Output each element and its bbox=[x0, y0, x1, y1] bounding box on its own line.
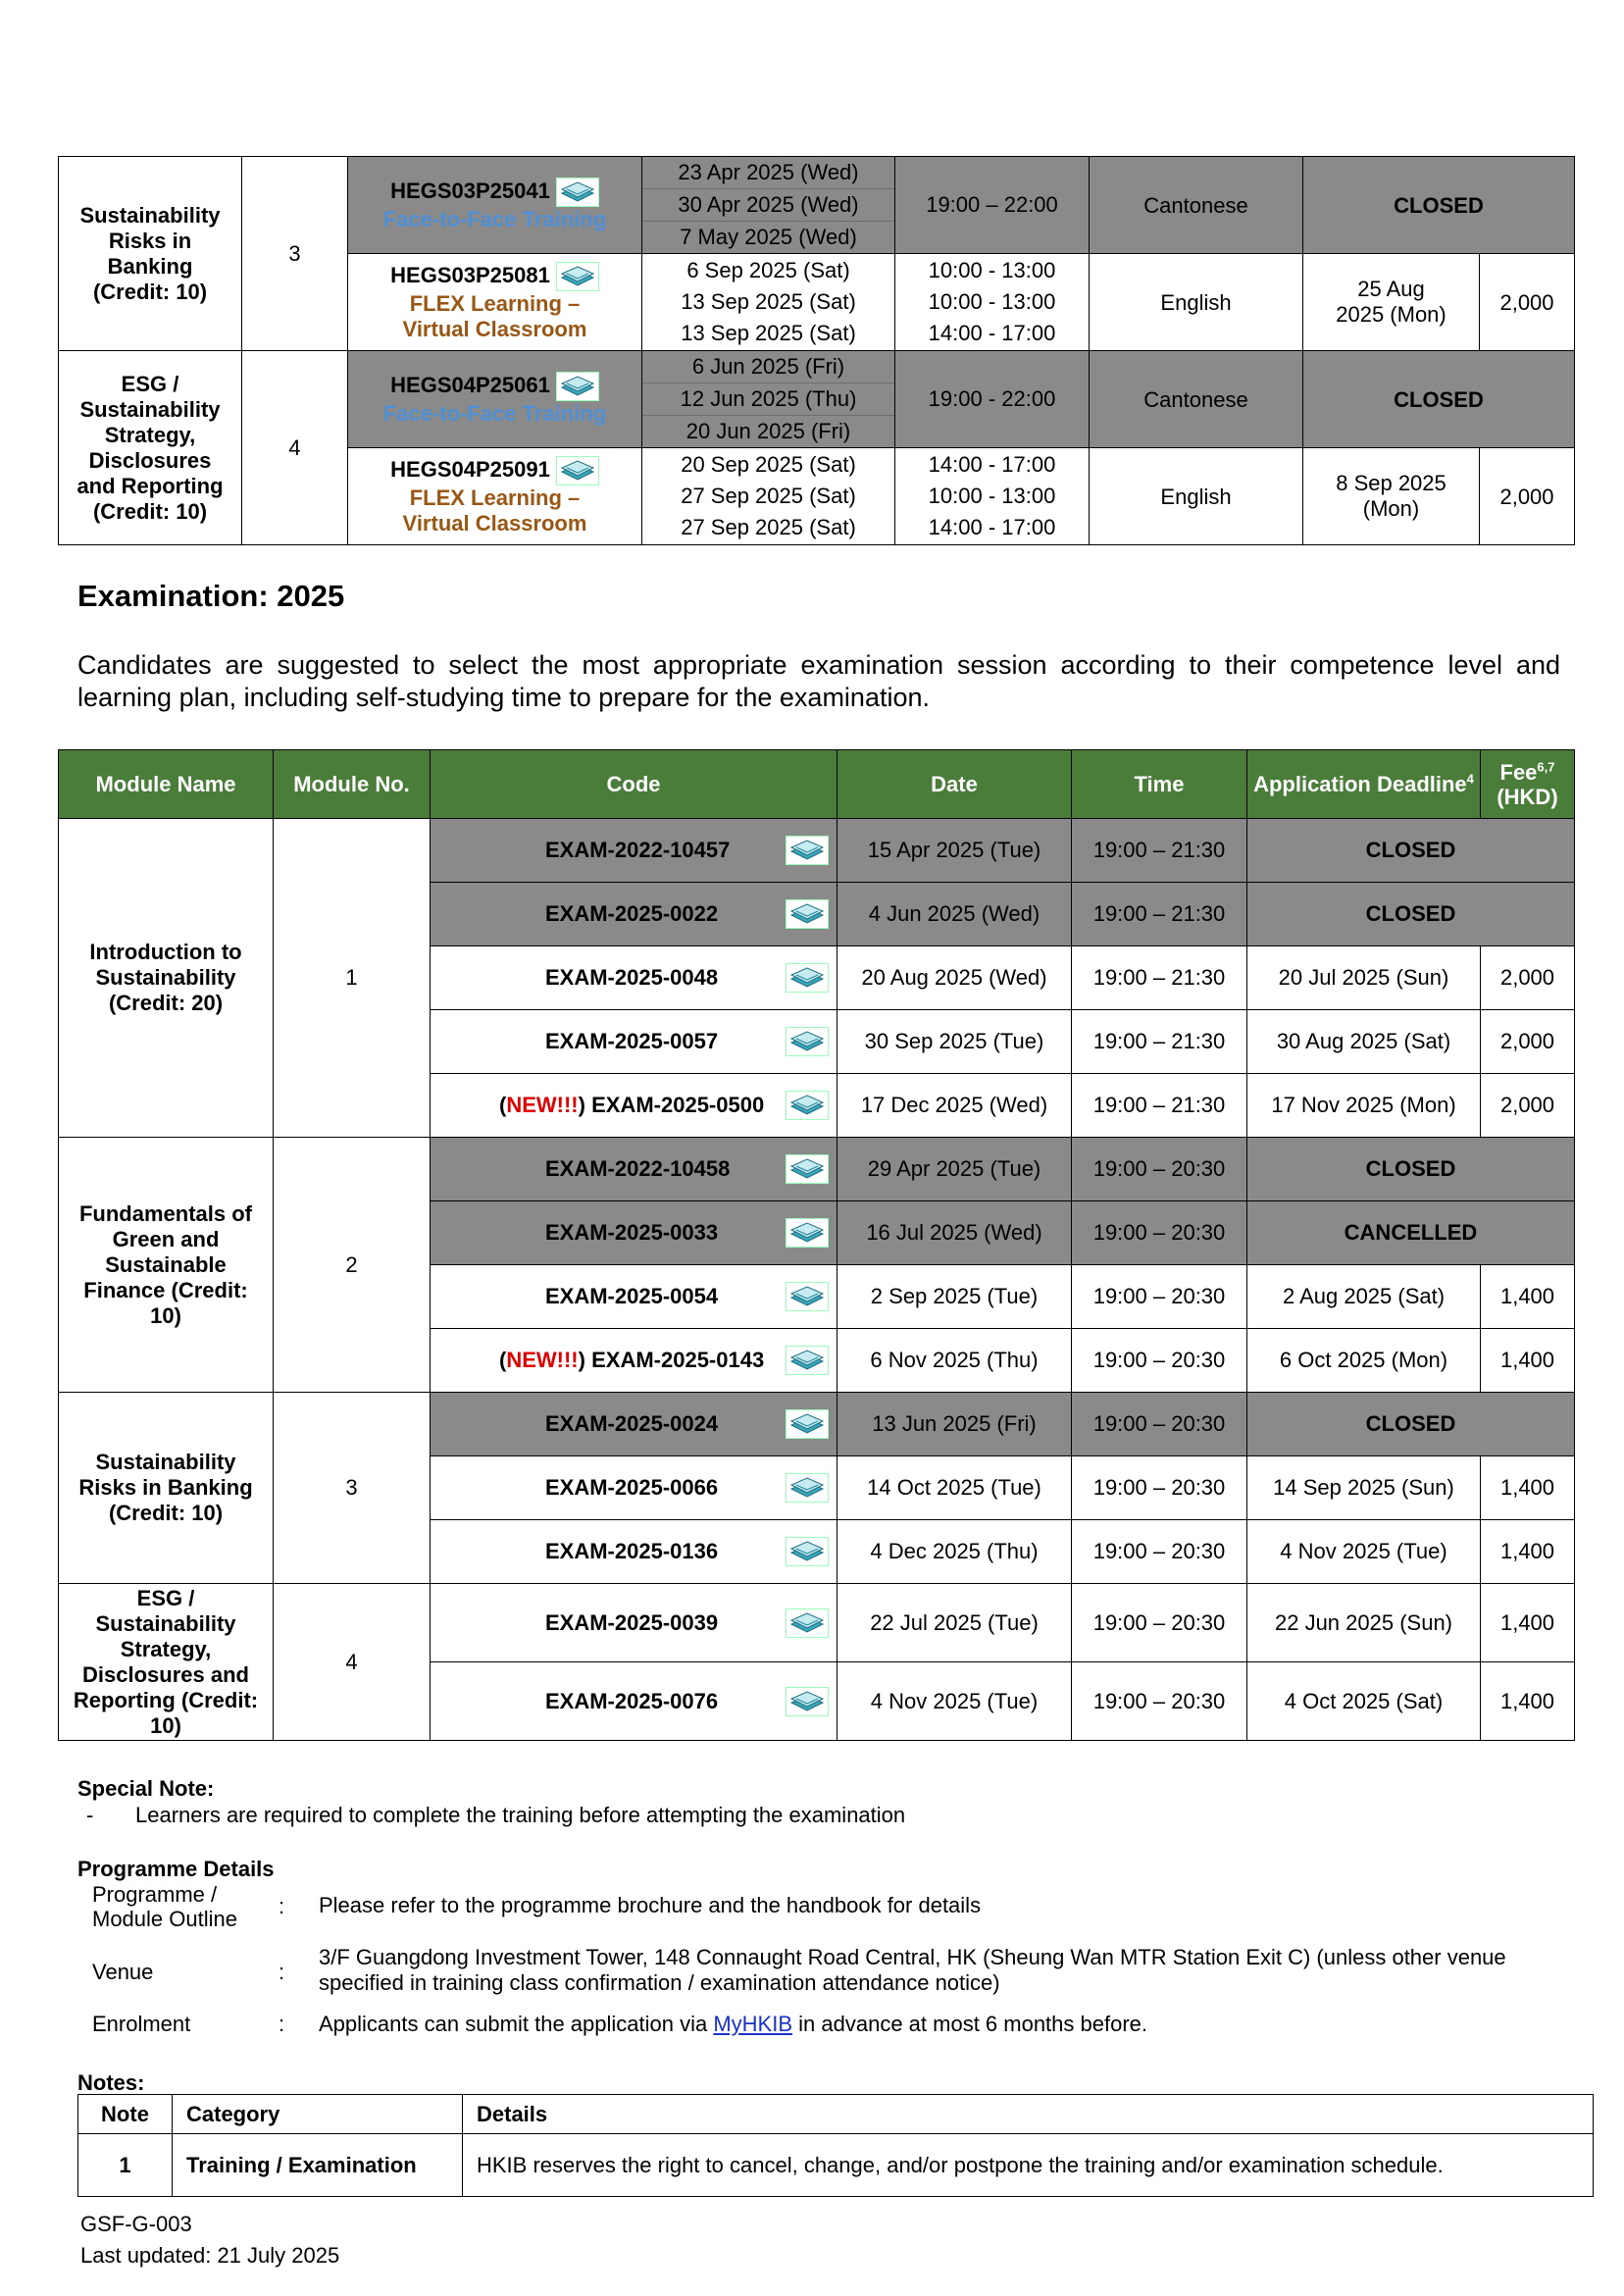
class-code-wrap bbox=[348, 456, 641, 536]
session-time: 19:00 - 22:00 bbox=[928, 386, 1056, 411]
exam-deadline: 14 Sep 2025 (Sun) bbox=[1247, 1456, 1481, 1520]
book-icon bbox=[786, 1537, 829, 1566]
session-date: 6 Jun 2025 (Fri) bbox=[642, 351, 894, 383]
exam-deadline: 22 Jun 2025 (Sun) bbox=[1247, 1584, 1481, 1662]
delivery-mode: FLEX Learning – Virtual Classroom bbox=[402, 485, 587, 536]
icon-holder bbox=[780, 1282, 829, 1311]
book-icon bbox=[786, 1154, 829, 1184]
exam-module-no: 2 bbox=[274, 1138, 431, 1393]
application-deadline: 25 Aug 2025 (Mon) bbox=[1303, 254, 1480, 351]
exam-date: 6 Nov 2025 (Thu) bbox=[837, 1329, 1072, 1393]
module-name: ESG / Sustainability Strategy, Disclosures and Reporting (Credit: 10) bbox=[59, 351, 242, 545]
colon: : bbox=[279, 2012, 285, 2036]
date-cell bbox=[642, 351, 895, 448]
exam-row bbox=[59, 1393, 1575, 1456]
note-number: 1 bbox=[78, 2134, 173, 2197]
new-tag: (NEW!!!) bbox=[499, 1348, 592, 1372]
status-closed: CLOSED bbox=[1303, 157, 1575, 254]
exam-date: 16 Jul 2025 (Wed) bbox=[837, 1201, 1072, 1265]
application-deadline: 8 Sep 2025 (Mon) bbox=[1303, 448, 1480, 545]
book-icon bbox=[786, 836, 829, 865]
session-time: 10:00 - 13:00 bbox=[928, 258, 1056, 282]
class-code[interactable]: HEGS03P25081 bbox=[390, 262, 550, 287]
session-time: 14:00 - 17:00 bbox=[928, 515, 1056, 539]
special-note-title: Special Note: bbox=[77, 1776, 215, 1801]
new-tag: (NEW!!!) bbox=[499, 1093, 592, 1117]
exam-code-cell bbox=[431, 946, 837, 1010]
exam-time: 19:00 – 20:30 bbox=[1072, 1584, 1247, 1662]
book-icon bbox=[786, 1091, 829, 1120]
icon-holder bbox=[780, 836, 829, 865]
session-date: 20 Sep 2025 (Sat) bbox=[681, 452, 856, 477]
bullet-dash: - bbox=[86, 1803, 94, 1827]
icon-holder bbox=[780, 1687, 829, 1716]
exam-code-cell bbox=[431, 1074, 837, 1138]
exam-deadline: 2 Aug 2025 (Sat) bbox=[1247, 1265, 1481, 1329]
programme-details-title: Programme Details bbox=[77, 1857, 275, 1881]
exam-fee: 1,400 bbox=[1481, 1329, 1575, 1393]
class-code-line bbox=[348, 372, 641, 401]
exam-code[interactable]: EXAM-2025-0143 bbox=[591, 1348, 765, 1372]
header-module-name: Module Name bbox=[59, 750, 274, 819]
exam-code-cell bbox=[431, 819, 837, 883]
venue-label: Venue bbox=[92, 1960, 154, 1984]
language: Cantonese bbox=[1090, 157, 1303, 254]
date-cell bbox=[642, 157, 895, 254]
fee: 2,000 bbox=[1480, 254, 1575, 351]
session-date: 20 Jun 2025 (Fri) bbox=[685, 419, 851, 443]
programme-row-outline bbox=[77, 1880, 1568, 1939]
exam-code-cell bbox=[431, 1329, 837, 1393]
exam-module-name: Introduction to Sustainability (Credit: 20) bbox=[59, 819, 274, 1138]
exam-code[interactable]: EXAM-2025-0500 bbox=[591, 1093, 765, 1117]
enrolment-label: Enrolment bbox=[92, 2012, 191, 2036]
icon-holder bbox=[780, 963, 829, 993]
enrolment-value: Applicants can submit the application via MyHKIB in advance at most 6 months before. bbox=[319, 2012, 1148, 2036]
exam-code[interactable]: EXAM-2025-0076 bbox=[545, 1688, 719, 1713]
language: English bbox=[1090, 448, 1303, 545]
book-icon bbox=[786, 1409, 829, 1439]
header-deadline: Application Deadline$^4$ bbox=[1247, 750, 1481, 819]
book-icon bbox=[786, 963, 829, 993]
class-code-cell bbox=[348, 448, 642, 545]
exam-intro: Candidates are suggested to select the most appropriate examination session according to their competence level and learning plan, including self-studying time to prepare for the examination. bbox=[77, 650, 1560, 712]
exam-date: 2 Sep 2025 (Tue) bbox=[837, 1265, 1072, 1329]
exam-deadline: 4 Oct 2025 (Sat) bbox=[1247, 1662, 1481, 1741]
exam-code[interactable]: EXAM-2025-0057 bbox=[545, 1029, 719, 1053]
book-icon bbox=[786, 1027, 829, 1056]
icon-holder bbox=[780, 1608, 829, 1638]
icon-holder bbox=[780, 899, 829, 929]
session-date: 6 Sep 2025 (Sat) bbox=[686, 258, 850, 282]
colon: : bbox=[279, 1960, 285, 1984]
exam-fee: 1,400 bbox=[1481, 1456, 1575, 1520]
date-cell bbox=[642, 254, 895, 351]
exam-status: CLOSED bbox=[1247, 819, 1575, 883]
exam-time: 19:00 – 21:30 bbox=[1072, 819, 1247, 883]
exam-time: 19:00 – 21:30 bbox=[1072, 883, 1247, 946]
exam-module-no: 1 bbox=[274, 819, 431, 1138]
notes-header-note: Note bbox=[78, 2095, 173, 2134]
myhkib-link[interactable]: MyHKIB bbox=[713, 2012, 793, 2036]
exam-time: 19:00 – 20:30 bbox=[1072, 1201, 1247, 1265]
exam-code-cell bbox=[431, 883, 837, 946]
header-module-no: Module No. bbox=[274, 750, 431, 819]
training-schedule-table bbox=[58, 156, 1575, 545]
exam-module-name: Sustainability Risks in Banking (Credit: 10) bbox=[59, 1393, 274, 1584]
exam-code[interactable]: EXAM-2025-0054 bbox=[545, 1284, 719, 1308]
icon-holder bbox=[780, 1409, 829, 1439]
exam-code[interactable]: EXAM-2022-10458 bbox=[545, 1156, 731, 1181]
exam-date: 4 Jun 2025 (Wed) bbox=[837, 883, 1072, 946]
exam-code[interactable]: EXAM-2022-10457 bbox=[545, 838, 731, 862]
class-code-cell bbox=[348, 157, 642, 254]
exam-deadline: 4 Nov 2025 (Tue) bbox=[1247, 1520, 1481, 1584]
exam-time: 19:00 – 20:30 bbox=[1072, 1265, 1247, 1329]
fee: 2,000 bbox=[1480, 448, 1575, 545]
icon-holder bbox=[780, 1218, 829, 1248]
exam-fee: 1,400 bbox=[1481, 1662, 1575, 1741]
document-code: GSF-G-003 bbox=[80, 2212, 192, 2236]
exam-time: 19:00 – 20:30 bbox=[1072, 1329, 1247, 1393]
exam-fee: 2,000 bbox=[1481, 946, 1575, 1010]
exam-date: 13 Jun 2025 (Fri) bbox=[837, 1393, 1072, 1456]
training-row bbox=[59, 157, 1575, 254]
exam-status: CLOSED bbox=[1247, 883, 1575, 946]
exam-date: 29 Apr 2025 (Tue) bbox=[837, 1138, 1072, 1201]
exam-time: 19:00 – 20:30 bbox=[1072, 1138, 1247, 1201]
exam-code-cell bbox=[431, 1662, 837, 1741]
exam-code-cell bbox=[431, 1456, 837, 1520]
exam-time: 19:00 – 21:30 bbox=[1072, 1010, 1247, 1074]
new-label: NEW!!! bbox=[506, 1093, 579, 1117]
session-date: 27 Sep 2025 (Sat) bbox=[681, 515, 856, 539]
exam-schedule-table bbox=[58, 749, 1575, 1741]
exam-code-cell bbox=[431, 1138, 837, 1201]
exam-heading: Examination: 2025 bbox=[77, 579, 345, 613]
time-cell bbox=[895, 448, 1090, 545]
programme-value: Please refer to the programme brochure and the handbook for details bbox=[319, 1893, 982, 1917]
class-code-wrap bbox=[348, 372, 641, 427]
module-no: 3 bbox=[242, 157, 348, 351]
notes-row bbox=[78, 2134, 1594, 2197]
book-icon bbox=[786, 1687, 829, 1716]
exam-time: 19:00 – 20:30 bbox=[1072, 1662, 1247, 1741]
exam-fee: 1,400 bbox=[1481, 1584, 1575, 1662]
session-date: 30 Apr 2025 (Wed) bbox=[642, 189, 894, 222]
session-date: 27 Sep 2025 (Sat) bbox=[681, 484, 856, 508]
date-cell bbox=[642, 448, 895, 545]
session-date: 12 Jun 2025 (Thu) bbox=[642, 383, 894, 416]
exam-time: 19:00 – 21:30 bbox=[1072, 946, 1247, 1010]
status-closed: CLOSED bbox=[1303, 351, 1575, 448]
book-icon bbox=[786, 1473, 829, 1503]
class-code-line bbox=[348, 178, 641, 207]
exam-code-cell bbox=[431, 1010, 837, 1074]
delivery-mode: Face-to-Face Training bbox=[382, 207, 607, 231]
book-icon bbox=[786, 1346, 829, 1375]
time-cell bbox=[895, 351, 1090, 448]
session-time: 14:00 - 17:00 bbox=[928, 452, 1056, 477]
session-time: 10:00 - 13:00 bbox=[928, 484, 1056, 508]
delivery-mode: FLEX Learning – Virtual Classroom bbox=[402, 291, 587, 341]
icon-holder bbox=[780, 1473, 829, 1503]
session-time: 19:00 – 22:00 bbox=[926, 192, 1058, 217]
exam-module-name: ESG / Sustainability Strategy, Disclosures and Reporting (Credit: 10) bbox=[59, 1584, 274, 1741]
exam-date: 22 Jul 2025 (Tue) bbox=[837, 1584, 1072, 1662]
class-code[interactable]: HEGS04P25091 bbox=[390, 456, 550, 482]
note-details: HKIB reserves the right to cancel, change, and/or postpone the training and/or examination schedule. bbox=[463, 2134, 1594, 2197]
header-date: Date bbox=[837, 750, 1072, 819]
exam-status: CLOSED bbox=[1247, 1393, 1575, 1456]
exam-row bbox=[59, 1584, 1575, 1662]
class-code-cell bbox=[348, 351, 642, 448]
language: Cantonese bbox=[1090, 351, 1303, 448]
exam-time: 19:00 – 20:30 bbox=[1072, 1456, 1247, 1520]
exam-time: 19:00 – 21:30 bbox=[1072, 1074, 1247, 1138]
notes-header-details: Details bbox=[463, 2095, 1594, 2134]
exam-date: 4 Dec 2025 (Thu) bbox=[837, 1520, 1072, 1584]
exam-code-cell bbox=[431, 1265, 837, 1329]
session-date: 13 Sep 2025 (Sat) bbox=[681, 321, 856, 345]
special-note-item bbox=[86, 1803, 905, 1828]
exam-deadline: 20 Jul 2025 (Sun) bbox=[1247, 946, 1481, 1010]
new-label: NEW!!! bbox=[506, 1348, 579, 1372]
programme-row-enrolment bbox=[77, 2004, 1568, 2043]
exam-row bbox=[59, 819, 1575, 883]
last-updated: Last updated: 21 July 2025 bbox=[80, 2243, 340, 2268]
icon-holder bbox=[780, 1537, 829, 1566]
exam-module-no: 3 bbox=[274, 1393, 431, 1584]
notes-title: Notes: bbox=[77, 2070, 145, 2095]
language: English bbox=[1090, 254, 1303, 351]
exam-code-cell bbox=[431, 1584, 837, 1662]
exam-time: 19:00 – 20:30 bbox=[1072, 1393, 1247, 1456]
class-code[interactable]: HEGS03P25041 bbox=[390, 178, 550, 203]
venue-value: 3/F Guangdong Investment Tower, 148 Connaught Road Central, HK (Sheung Wan MTR Station Exit C) (unless other venue specified in training class confirmation / examination attendance notice) bbox=[319, 1945, 1506, 1995]
programme-label: Programme / Module Outline bbox=[92, 1882, 237, 1931]
book-icon bbox=[786, 1608, 829, 1638]
session-date: 7 May 2025 (Wed) bbox=[680, 225, 857, 249]
session-time: 10:00 - 13:00 bbox=[928, 289, 1056, 314]
class-code-wrap bbox=[348, 178, 641, 232]
exam-date: 20 Aug 2025 (Wed) bbox=[837, 946, 1072, 1010]
exam-fee: 1,400 bbox=[1481, 1265, 1575, 1329]
icon-holder bbox=[780, 1091, 829, 1120]
exam-code-cell bbox=[431, 1520, 837, 1584]
exam-deadline: 6 Oct 2025 (Mon) bbox=[1247, 1329, 1481, 1393]
exam-date: 17 Dec 2025 (Wed) bbox=[837, 1074, 1072, 1138]
exam-code-cell bbox=[431, 1393, 837, 1456]
icon-holder bbox=[780, 1154, 829, 1184]
exam-code[interactable]: EXAM-2025-0048 bbox=[545, 965, 719, 990]
class-code[interactable]: HEGS04P25061 bbox=[390, 372, 550, 397]
session-date: 23 Apr 2025 (Wed) bbox=[642, 157, 894, 189]
book-icon bbox=[786, 899, 829, 929]
book-icon bbox=[556, 456, 599, 485]
exam-time: 19:00 – 20:30 bbox=[1072, 1520, 1247, 1584]
exam-deadline: 17 Nov 2025 (Mon) bbox=[1247, 1074, 1481, 1138]
exam-code[interactable]: EXAM-2025-0022 bbox=[545, 901, 719, 926]
colon: : bbox=[279, 1894, 285, 1918]
exam-fee: 2,000 bbox=[1481, 1010, 1575, 1074]
exam-date: 15 Apr 2025 (Tue) bbox=[837, 819, 1072, 883]
header-code: Code bbox=[431, 750, 837, 819]
notes-header-row bbox=[78, 2095, 1594, 2134]
header-time: Time bbox=[1072, 750, 1247, 819]
notes-table bbox=[77, 2094, 1594, 2197]
exam-date: 14 Oct 2025 (Tue) bbox=[837, 1456, 1072, 1520]
book-icon bbox=[556, 372, 599, 401]
exam-code[interactable]: EXAM-2025-0024 bbox=[545, 1411, 719, 1436]
training-row bbox=[59, 351, 1575, 448]
header-fee: Fee$^{6,7}$ (HKD) bbox=[1481, 750, 1575, 819]
exam-module-no: 4 bbox=[274, 1584, 431, 1741]
exam-fee: 1,400 bbox=[1481, 1520, 1575, 1584]
exam-date: 4 Nov 2025 (Tue) bbox=[837, 1662, 1072, 1741]
exam-code[interactable]: EXAM-2025-0066 bbox=[545, 1475, 719, 1500]
exam-row bbox=[59, 1138, 1575, 1201]
book-icon bbox=[786, 1282, 829, 1311]
exam-date: 30 Sep 2025 (Tue) bbox=[837, 1010, 1072, 1074]
exam-code[interactable]: EXAM-2025-0033 bbox=[545, 1220, 719, 1245]
exam-deadline: 30 Aug 2025 (Sat) bbox=[1247, 1010, 1481, 1074]
exam-code[interactable]: EXAM-2025-0039 bbox=[545, 1609, 719, 1635]
class-code-wrap bbox=[348, 262, 641, 342]
exam-status: CANCELLED bbox=[1247, 1201, 1575, 1265]
special-note-text: Learners are required to complete the training before attempting the examination bbox=[135, 1803, 906, 1827]
programme-row-venue bbox=[77, 1939, 1568, 2004]
exam-module-name: Fundamentals of Green and Sustainable Finance (Credit: 10) bbox=[59, 1138, 274, 1393]
exam-status: CLOSED bbox=[1247, 1138, 1575, 1201]
class-code-cell bbox=[348, 254, 642, 351]
class-code-line bbox=[348, 456, 641, 485]
book-icon bbox=[556, 178, 599, 207]
icon-holder bbox=[780, 1027, 829, 1056]
delivery-mode: Face-to-Face Training bbox=[382, 401, 607, 426]
note-category: Training / Examination bbox=[173, 2134, 463, 2197]
session-time: 14:00 - 17:00 bbox=[928, 321, 1056, 345]
book-icon bbox=[786, 1218, 829, 1248]
time-cell bbox=[895, 254, 1090, 351]
icon-holder bbox=[780, 1346, 829, 1375]
exam-code[interactable]: EXAM-2025-0136 bbox=[545, 1539, 719, 1563]
notes-header-category: Category bbox=[173, 2095, 463, 2134]
book-icon bbox=[556, 262, 599, 291]
exam-fee: 2,000 bbox=[1481, 1074, 1575, 1138]
session-date: 13 Sep 2025 (Sat) bbox=[681, 289, 856, 314]
exam-header-row bbox=[59, 750, 1575, 819]
class-code-line bbox=[348, 262, 641, 291]
module-name: Sustainability Risks in Banking (Credit: 10) bbox=[59, 157, 242, 351]
time-cell bbox=[895, 157, 1090, 254]
module-no: 4 bbox=[242, 351, 348, 545]
exam-code-cell bbox=[431, 1201, 837, 1265]
